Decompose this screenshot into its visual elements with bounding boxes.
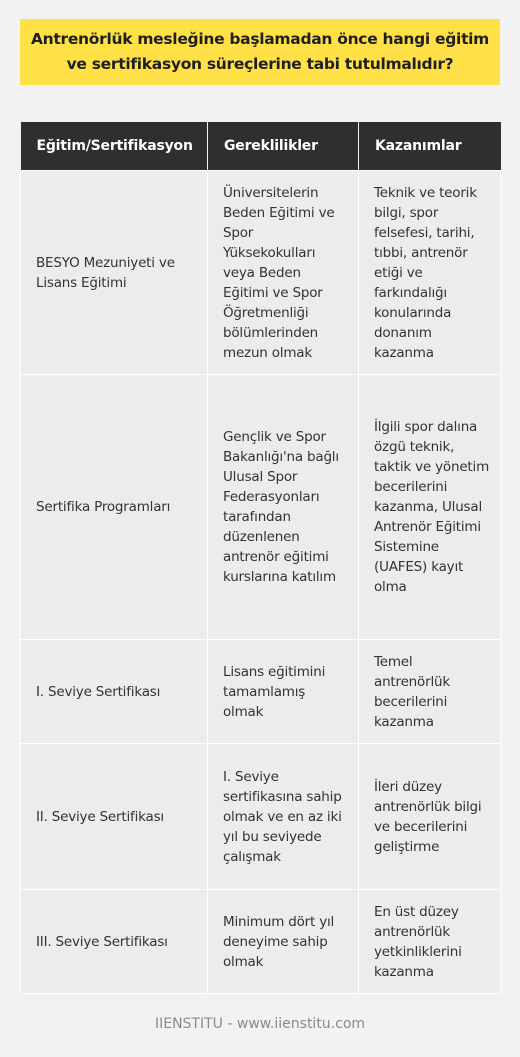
table-row — [21, 375, 501, 640]
header-requirements: Gereklilikler — [208, 122, 359, 171]
row-name: II. Seviye Sertifikası — [21, 744, 208, 890]
row-requirements: Üniversitelerin Beden Eğitimi ve Spor Yüksekokulları veya Beden Eğitimi ve Spor Öğretmenliği bölümlerinden mezun olmak — [208, 171, 359, 375]
certification-table — [20, 122, 501, 994]
row-name: Sertifika Programları — [21, 375, 208, 640]
row-gains: İlgili spor dalına özgü teknik, taktik ve yönetim becerilerini kazanma, Ulusal Antrenör Eğitimi Sistemine (UAFES) kayıt olma — [359, 375, 501, 640]
footer-credit: IIENSTITU - www.iienstitu.com — [154, 1016, 366, 1032]
row-gains: Teknik ve teorik bilgi, spor felsefesi, tarihi, tıbbi, antrenör etiği ve farkındalığı konularında donanım kazanma — [359, 171, 501, 375]
row-name: III. Seviye Sertifikası — [21, 890, 208, 994]
row-requirements: Lisans eğitimini tamamlamış olmak — [208, 640, 359, 744]
row-name: I. Seviye Sertifikası — [21, 640, 208, 744]
question-banner — [20, 19, 500, 85]
table-row — [21, 890, 501, 994]
row-name: BESYO Mezuniyeti ve Lisans Eğitimi — [21, 171, 208, 375]
table-row — [21, 744, 501, 890]
row-requirements: I. Seviye sertifikasına sahip olmak ve en az iki yıl bu seviyede çalışmak — [208, 744, 359, 890]
table-row — [21, 640, 501, 744]
row-gains: Temel antrenörlük becerilerini kazanma — [359, 640, 501, 744]
table-header-row — [21, 122, 501, 171]
question-title: Antrenörlük mesleğine başlamadan önce hangi eğitim ve sertifikasyon süreçlerine tabi tutulmalıdır? — [30, 30, 490, 73]
table-row — [21, 171, 501, 375]
row-gains: İleri düzey antrenörlük bilgi ve becerilerini geliştirme — [359, 744, 501, 890]
row-requirements: Gençlik ve Spor Bakanlığı'na bağlı Ulusal Spor Federasyonları tarafından düzenlenen antrenör eğitimi kurslarına katılım — [208, 375, 359, 640]
row-requirements: Minimum dört yıl deneyime sahip olmak — [208, 890, 359, 994]
header-education: Eğitim/Sertifikasyon — [21, 122, 208, 171]
header-gains: Kazanımlar — [359, 122, 501, 171]
row-gains: En üst düzey antrenörlük yetkinliklerini kazanma — [359, 890, 501, 994]
